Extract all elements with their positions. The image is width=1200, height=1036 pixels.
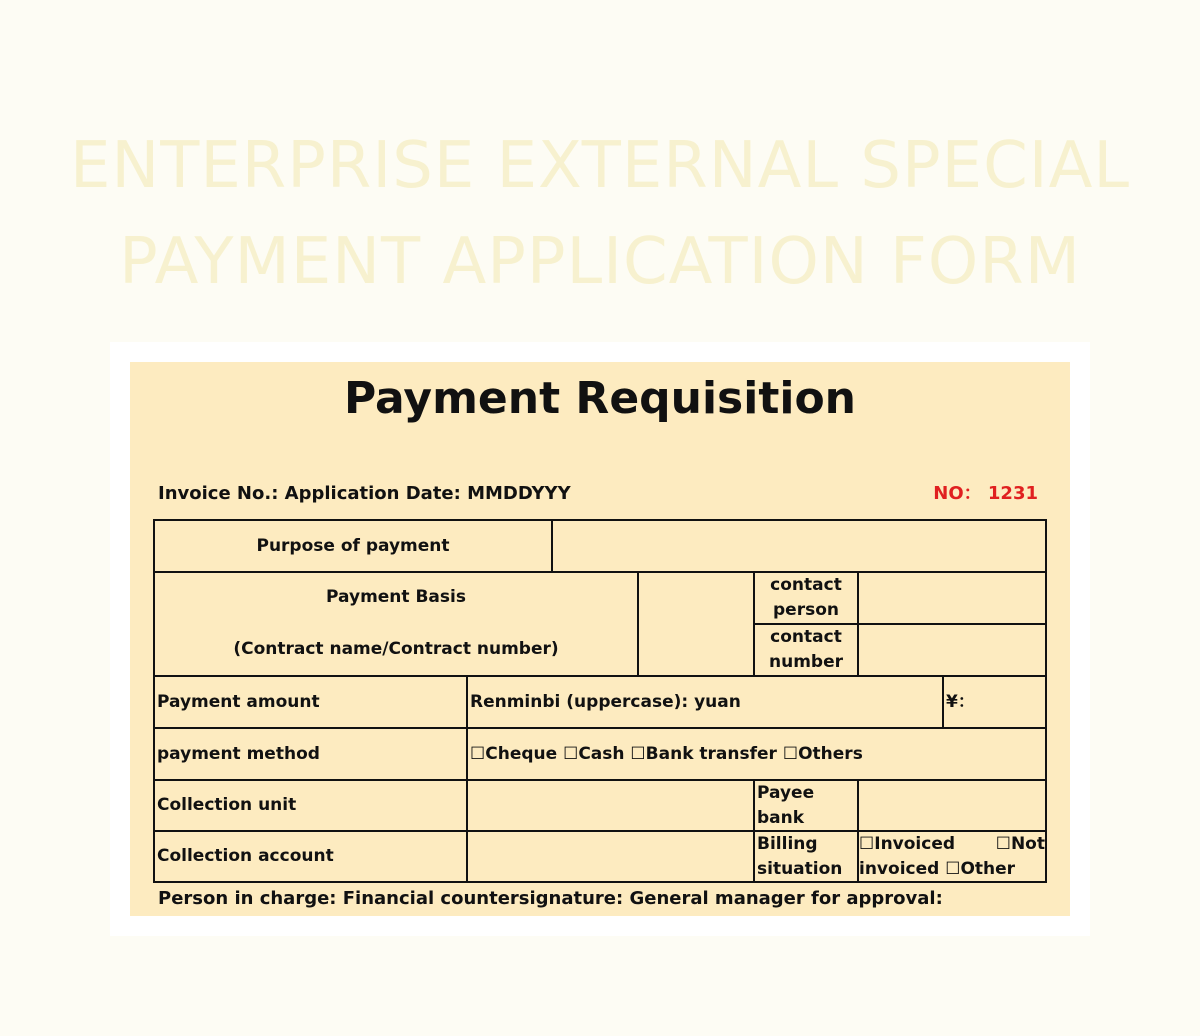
contact-person-input[interactable] <box>859 573 1045 623</box>
contact-person-label: contact person <box>770 575 842 620</box>
collection-unit-label: Collection unit <box>157 795 297 815</box>
page-title <box>0 118 1200 310</box>
collection-unit-input[interactable] <box>468 781 753 830</box>
collection-account-label: Collection account <box>157 846 334 866</box>
billing-options <box>859 832 1045 881</box>
amount-rmb-label: Renminbi (uppercase): yuan <box>470 691 741 712</box>
cheque-checkbox[interactable]: ☐Cheque <box>470 743 558 764</box>
payee-bank-label: Payee bank <box>757 782 815 828</box>
page-title-line1: ENTERPRISE EXTERNAL SPECIAL <box>69 129 1131 203</box>
amount-label: Payment amount <box>157 691 320 712</box>
billing-situation-label: Billing situation <box>757 833 843 879</box>
form-title: Payment Requisition <box>343 373 856 424</box>
purpose-input[interactable] <box>553 521 1043 571</box>
approval-footer: Person in charge: Financial countersignature: General manager for approval: <box>158 888 943 909</box>
other-checkbox[interactable]: ☐Other <box>945 859 1016 879</box>
collection-account-input[interactable] <box>468 832 753 881</box>
form-number: NO： 1231 <box>933 483 1038 504</box>
invoice-meta: Invoice No.: Application Date: MMDDYYY <box>158 483 571 504</box>
payee-bank-input[interactable] <box>859 781 1045 830</box>
purpose-label: Purpose of payment <box>256 535 450 556</box>
invoiced-checkbox[interactable]: ☐Invoiced <box>859 834 956 854</box>
basis-label: Payment Basis <box>326 586 466 607</box>
contact-number-label: contact number <box>768 627 843 672</box>
amount-yen-label: ¥： <box>946 691 975 712</box>
requisition-table <box>153 519 1047 883</box>
basis-input[interactable] <box>639 571 753 675</box>
method-options <box>468 729 1044 779</box>
not-invoiced-label: invoiced <box>859 859 940 879</box>
basis-sub-label: (Contract name/Contract number) <box>233 638 559 659</box>
page-title-line2: PAYMENT APPLICATION FORM <box>119 225 1081 299</box>
not-invoiced-checkbox[interactable]: ☐Not <box>995 834 1045 854</box>
others-checkbox[interactable]: ☐Others <box>782 743 863 764</box>
bank-transfer-checkbox[interactable]: ☐Bank transfer <box>630 743 777 764</box>
contact-number-input[interactable] <box>859 625 1045 675</box>
method-label: payment method <box>157 743 320 764</box>
cash-checkbox[interactable]: ☐Cash <box>563 743 625 764</box>
